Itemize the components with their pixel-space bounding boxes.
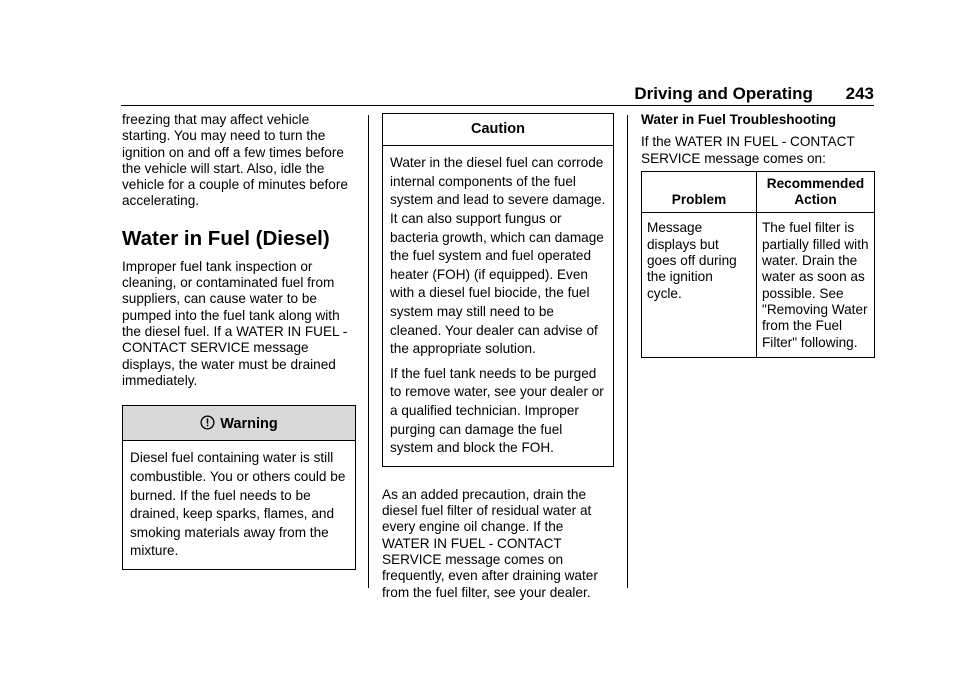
warning-icon: [200, 415, 215, 430]
column-1: [122, 112, 356, 570]
table-row: [642, 213, 875, 357]
section-heading: Water in Fuel (Diesel): [122, 226, 330, 250]
troubleshooting-intro: If the WATER IN FUEL - CONTACT SERVICE message comes on:: [641, 134, 855, 166]
table-header-action: Recommended Action: [757, 171, 875, 213]
section-title: Driving and Operating: [634, 84, 813, 103]
troubleshooting-table: [641, 171, 875, 358]
precaution-paragraph: As an added precaution, drain the diesel fuel filter of residual water at every engine oil change. If the WATER IN FUEL - CONTACT SERVICE message comes on frequently, even after draining water from the fuel filter, see your dealer.: [382, 486, 598, 600]
caution-box: [382, 113, 614, 467]
intro-paragraph: freezing that may affect vehicle starting. You may need to turn the ignition on and off a few times before the vehicle will start. Also, idle the vehicle for a couple of minutes before accelerating.: [122, 112, 348, 209]
column-divider-1: [368, 115, 369, 588]
caution-title: Caution: [383, 114, 613, 146]
warning-box: [122, 405, 356, 570]
column-divider-2: [627, 115, 628, 588]
warning-title: Warning: [220, 416, 278, 433]
table-cell-problem: Message displays but goes off during the ignition cycle.: [642, 213, 757, 357]
header-rule: [121, 105, 874, 106]
caution-paragraph-1: Water in the diesel fuel can corrode internal components of the fuel system and lead to severe damage. It can also support fungus or bacteria growth, which can damage the fuel system and fuel operated heater (FOH) (if equipped). Even with a diesel fuel biocide, the fuel system may still need to be cleaned. Your dealer can advise of the appropriate solution.: [390, 155, 606, 357]
table-cell-action: The fuel filter is partially filled with water. Drain the water as soon as possible. See "Removing Water from the Fuel Filter" following.: [757, 213, 875, 357]
water-in-fuel-paragraph: Improper fuel tank inspection or cleaning, or contaminated fuel from suppliers, can cause water to be pumped into the fuel tank along with the diesel fuel. If a WATER IN FUEL - CONTACT SERVICE message displays, the water must be drained immediately.: [122, 258, 348, 388]
page-header: [634, 84, 874, 104]
troubleshooting-heading: Water in Fuel Troubleshooting: [641, 112, 837, 127]
table-header-problem: Problem: [642, 171, 757, 213]
page-number: 243: [845, 84, 874, 103]
warning-body: Diesel fuel containing water is still combustible. You or others could be burned. If the fuel needs to be drained, keep sparks, flames, and smoking materials away from the mixture.: [130, 450, 346, 559]
warning-title-bar: [123, 406, 355, 441]
column-2: [382, 112, 614, 601]
caution-paragraph-2: If the fuel tank needs to be purged to remove water, see your dealer or a qualified technician. Improper purging can damage the fuel system and block the FOH.: [390, 365, 604, 456]
column-3: [641, 112, 875, 358]
table-header-row: [642, 171, 875, 213]
